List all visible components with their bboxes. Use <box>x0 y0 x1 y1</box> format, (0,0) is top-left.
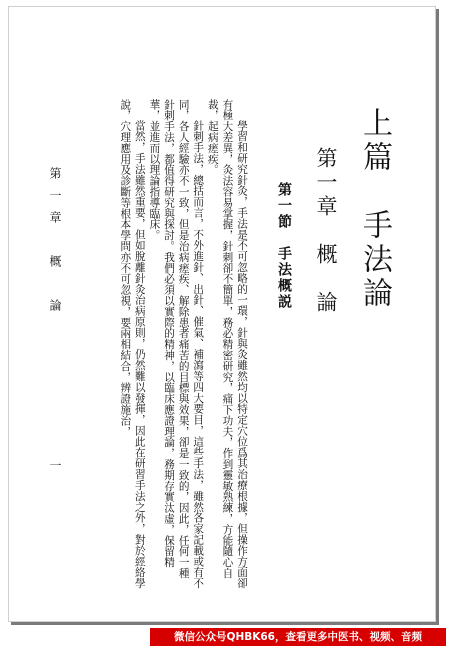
body-text <box>71 99 249 589</box>
paragraph-1: 學習和研究針灸，手法是不可忽略的一環，針與灸雖然均以特定穴位爲其治療根據，但操作方面卻有極大差異，灸法容易掌握，針刺卻不簡單，務必精密研究，痛下功夫，作到靈敏熟練，方能隨心自裁，起病瘥疾。 <box>206 99 248 589</box>
paragraph-2: 針刺手法，總括而言，不外進針、出針、催氣、補瀉等四大要目，這些手法，雖然各家記載或有不同，各人經驗亦不一致，但是治病瘥疾、解除患者痛苦的目標與效果，卻是一致的，因此，任何一種針刺手法，都值得研究與探討。我們必須以實際的精神，以臨床應證理論，務期存實汰虛，保留精華，並進而以理論指導臨床。 <box>148 99 205 589</box>
section-title: 第一節 手法概説 <box>276 182 292 310</box>
book-page <box>8 6 436 622</box>
book-title: 上篇 手法論 <box>357 107 392 311</box>
chapter-title: 第一章 概 論 <box>314 147 338 315</box>
running-head: 第一章 概 論 <box>48 167 62 321</box>
watermark-banner: 微信公众号QHBK66，查看更多中医书、视频、音频 <box>150 628 446 646</box>
page-number: 一 <box>48 459 62 471</box>
paragraph-3: 當然，手法雖然重要，但如脫離針灸治病原則，仍然難以發揮，因此在研習手法之外，對於經絡學說，穴理應用及診斷等根本學問亦不可忽視，要兩相結合，辨證施治， <box>119 99 146 589</box>
